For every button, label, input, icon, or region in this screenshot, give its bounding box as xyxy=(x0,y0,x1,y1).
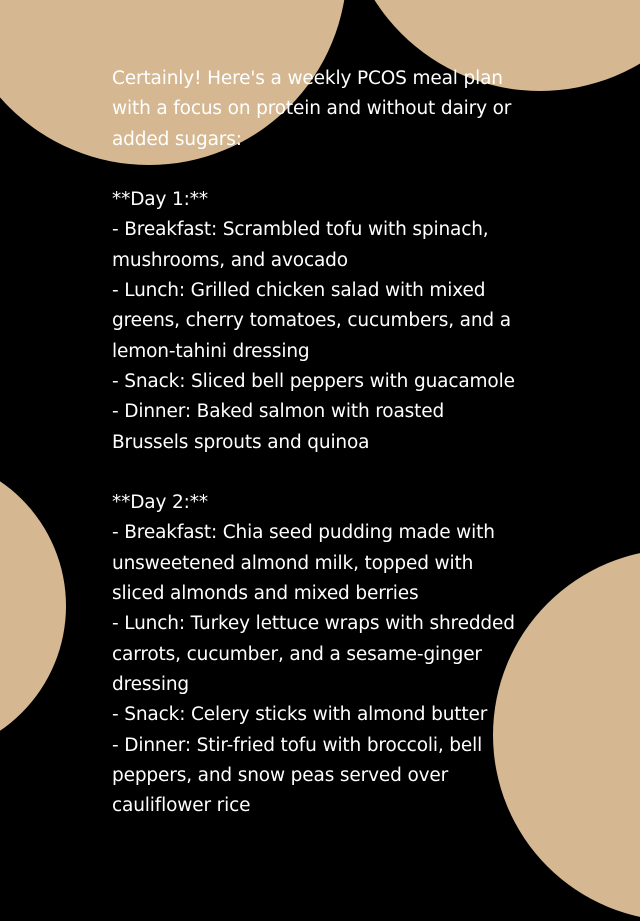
meal-line: cauliflower rice xyxy=(112,795,251,817)
meal-plan-text xyxy=(112,64,532,821)
meal-line: - Snack: Celery sticks with almond butter xyxy=(112,704,488,726)
intro-line: with a focus on protein and without dairy or xyxy=(112,98,512,120)
meal-line: - Dinner: Stir-fried tofu with broccoli, bell xyxy=(112,734,483,756)
meal-line: greens, cherry tomatoes, cucumbers, and a xyxy=(112,310,511,332)
meal-line: - Lunch: Grilled chicken salad with mixed xyxy=(112,280,486,302)
meal-line: lemon-tahini dressing xyxy=(112,340,310,362)
day-heading: **Day 2:** xyxy=(112,492,208,514)
meal-line: Brussels sprouts and quinoa xyxy=(112,431,370,453)
blank-line xyxy=(112,458,532,488)
day-heading: **Day 1:** xyxy=(112,189,208,211)
meal-line: carrots, cucumber, and a sesame-ginger xyxy=(112,643,482,665)
meal-line: sliced almonds and mixed berries xyxy=(112,583,419,605)
day-2-section xyxy=(112,488,532,821)
intro-line: added sugars: xyxy=(112,128,242,150)
meal-line: dressing xyxy=(112,673,190,695)
meal-line: - Dinner: Baked salmon with roasted xyxy=(112,401,445,423)
meal-line: peppers, and snow peas served over xyxy=(112,764,449,786)
meal-line: - Breakfast: Scrambled tofu with spinach, xyxy=(112,219,489,241)
meal-line: - Lunch: Turkey lettuce wraps with shredded xyxy=(112,613,515,635)
day-1-section xyxy=(112,185,532,458)
meal-line: - Snack: Sliced bell peppers with guacamole xyxy=(112,370,515,392)
intro-line: Certainly! Here's a weekly PCOS meal plan xyxy=(112,68,503,89)
decorative-circle-mid-left xyxy=(0,455,66,757)
meal-line: unsweetened almond milk, topped with xyxy=(112,552,474,574)
blank-line xyxy=(112,155,532,185)
meal-line: mushrooms, and avocado xyxy=(112,249,348,271)
meal-line: - Breakfast: Chia seed pudding made with xyxy=(112,522,495,544)
intro-paragraph xyxy=(112,64,532,155)
